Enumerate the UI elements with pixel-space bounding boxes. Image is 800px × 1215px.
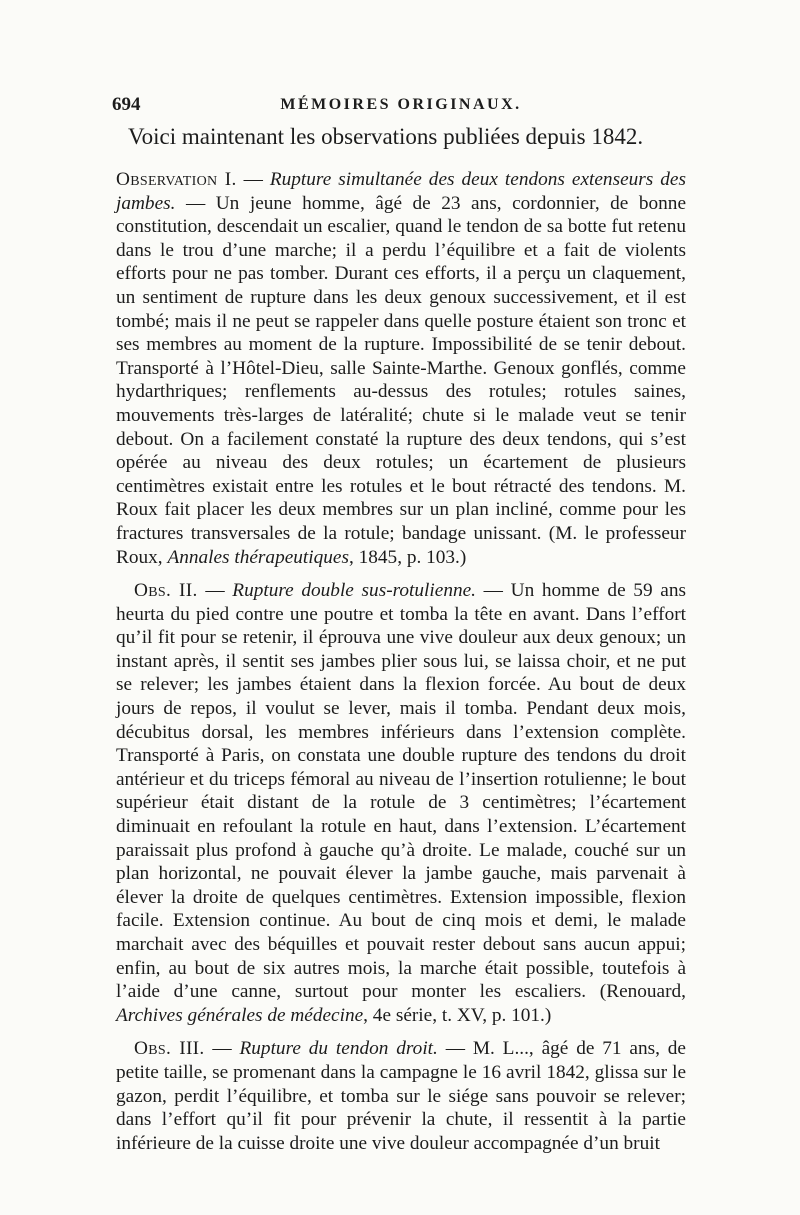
observation-1-paragraph (116, 168, 686, 569)
observation-dash: — (236, 169, 270, 190)
observation-reference: , 1845, p. 103.) (348, 546, 467, 568)
text-body (116, 168, 686, 1155)
observation-reference: , 4e série, t. XV, p. 101.) (363, 1004, 552, 1026)
observation-3-paragraph (116, 1037, 686, 1155)
observation-text: — Un homme de 59 ans heurta du pied contre une poutre et tomba la tête en avant. Dans l’effort qu’il fit pour se retenir, il éprouva une vive douleur aux deux genoux; un instant après, il sentit ses jambes plier sous lui, se laissa choir, et ne put se relever; les jambes étaient dans la flexion forcée. Au bout de deux jours de repos, il voulut se lever, mais il tomba. Pendant deux mois, décubitus dorsal, les membres inférieurs dans l’extension complète. Transporté à Paris, on constata une double rupture des tendons du droit antérieur et du triceps fémoral au niveau de l’insertion rotulienne; le bout supérieur était distant de la rotule de 3 centimètres; l’écartement diminuait en refoulant la rotule en haut, dans l’extension. L’écartement paraissait plus profond à gauche qu’à droite. Le malade, couché sur un plan horizontal, ne pouvait élever la jambe gauche, mais parvenait à élever la droite de quelques centimètres. Extension impossible, flexion facile. Extension continue. Au bout de cinq mois et demi, le malade marchait avec des béquilles et pouvait rester debout sans aucun appui; enfin, au bout de six autres mois, la marche était possible, toutefois à l’aide d’une canne, surtout pour monter les escaliers. (Renouard, (116, 580, 686, 1003)
observation-source: Archives générales de médecine (116, 1004, 364, 1026)
observation-source: Annales thérapeutiques (167, 546, 349, 568)
observation-label: Obs. III. (134, 1038, 205, 1060)
running-title: MÉMOIRES ORIGINAUX. (280, 96, 522, 113)
section-heading: Voici maintenant les observations publiées depuis 1842. (128, 124, 644, 149)
observation-2-paragraph (116, 579, 686, 1027)
observation-label: Observation I. (116, 169, 237, 190)
running-head (112, 94, 690, 120)
page-number: 694 (112, 94, 141, 115)
observation-text: — Un jeune homme, âgé de 23 ans, cordonnier, de bonne constitution, descendait un escalier, quand le tendon de sa botte fut retenu dans le trou d’une marche; il a perdu l’équilibre et a fait de violents efforts pour ne pas tomber. Durant ces efforts, il a perçu un claquement, un sentiment de rupture dans les deux genoux successivement, et il est tombé; mais il ne peut se rappeler dans quelle posture étaient son tronc et ses membres au moment de la rupture. Impossibilité de se tenir debout. Transporté à l’Hôtel-Dieu, salle Sainte-Marthe. Genoux gonflés, comme hydarthriques; renflements au-dessus des rotules; rotules saines, mouvements très-larges de latéralité; chute si le malade veut se tenir debout. On a facilement constaté la rupture des deux tendons, qui s’est opérée au niveau des deux rotules; un écartement de plusieurs centimètres existait entre les rotules et le bout rétracté des tendons. M. Roux fait placer les deux membres sur un plan incliné, comme pour les fractures transversales de la rotule; bandage unissant. (M. le professeur Roux, (116, 192, 686, 568)
observation-text: — M. L..., âgé de 71 ans, de petite taille, se promenant dans la campagne le 16 avril 1842, glissa sur le gazon, perdit l’équilibre, et tomba sur le siége sans pouvoir se relever; dans l’effort qu’il fit pour prévenir la chute, il ressentit à la partie inférieure de la cuisse droite une vive douleur accompagnée d’un bruit (116, 1038, 686, 1154)
observation-label: Obs. II. (134, 580, 198, 602)
observation-title: Rupture simultanée des deux tendons extenseurs des jambes. (116, 169, 686, 214)
observation-dash: — (204, 1038, 240, 1060)
observation-dash: — (197, 580, 233, 602)
observation-title: Rupture du tendon droit. (239, 1038, 438, 1060)
observation-title: Rupture double sus-rotulienne. (232, 580, 476, 602)
